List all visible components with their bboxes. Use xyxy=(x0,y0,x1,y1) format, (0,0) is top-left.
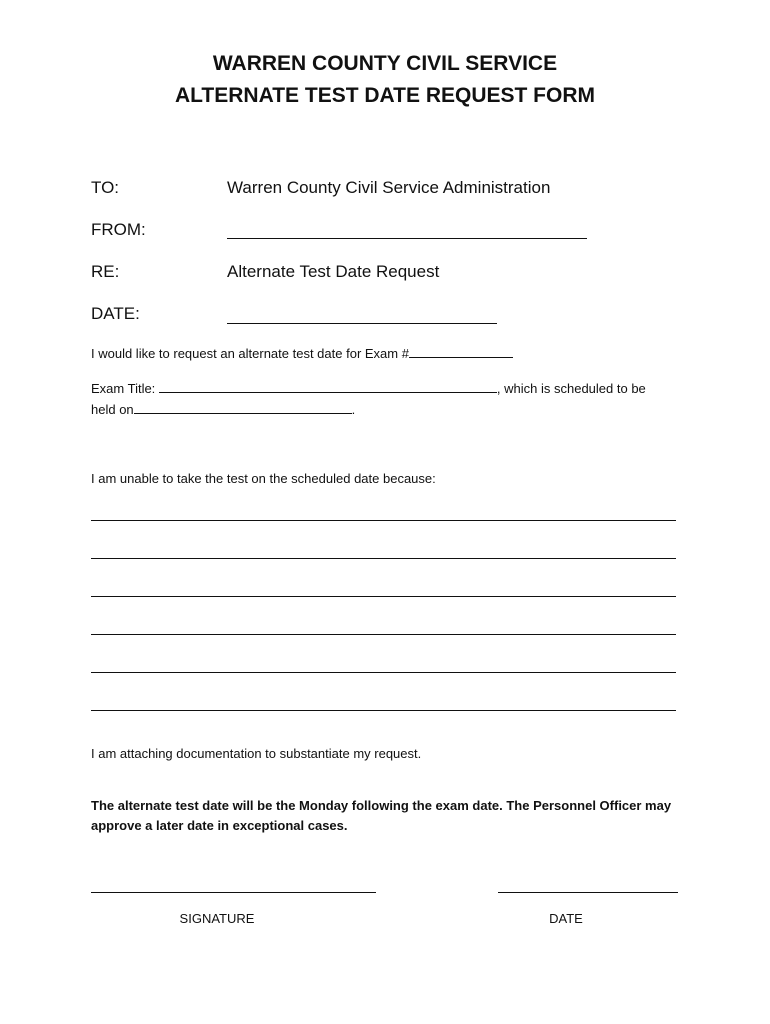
exam-number-line xyxy=(91,345,513,361)
scheduled-text: , which is scheduled to be xyxy=(496,381,646,396)
signature-caption: SIGNATURE xyxy=(179,911,255,926)
reason-prompt: I am unable to take the test on the scheduled date because: xyxy=(91,471,436,486)
from-label: FROM: xyxy=(91,220,146,239)
held-on-field[interactable] xyxy=(134,401,352,414)
reason-line-4[interactable] xyxy=(91,634,676,635)
documentation-text: I am attaching documentation to substantiate my request. xyxy=(91,746,422,761)
re-label: RE: xyxy=(91,262,120,281)
held-on-end: . xyxy=(351,402,356,417)
held-on-label: held on xyxy=(91,402,134,417)
date-label: DATE: xyxy=(91,304,140,323)
from-field[interactable] xyxy=(227,238,587,239)
exam-number-field[interactable] xyxy=(409,345,513,358)
notice-text: The alternate test date will be the Monday following the exam date. The Personnel Officer may approve a later date in exceptional cases. xyxy=(91,798,672,833)
reason-line-3[interactable] xyxy=(91,596,676,597)
re-value: Alternate Test Date Request xyxy=(227,262,440,281)
exam-title-label: Exam Title: xyxy=(91,381,156,396)
exam-number-text: I would like to request an alternate test date for Exam # xyxy=(91,346,409,361)
reason-line-1[interactable] xyxy=(91,520,676,521)
signature-date-field[interactable] xyxy=(498,892,678,893)
form-title-line1: WARREN COUNTY CIVIL SERVICE xyxy=(212,52,558,75)
reason-line-2[interactable] xyxy=(91,558,676,559)
date-caption: DATE xyxy=(549,911,583,926)
to-label: TO: xyxy=(91,178,120,197)
reason-line-6[interactable] xyxy=(91,710,676,711)
form-title-line2: ALTERNATE TEST DATE REQUEST FORM xyxy=(175,84,595,107)
reason-line-5[interactable] xyxy=(91,672,676,673)
date-field[interactable] xyxy=(227,323,497,324)
to-value: Warren County Civil Service Administration xyxy=(227,178,551,197)
signature-field[interactable] xyxy=(91,892,376,893)
held-on-line xyxy=(91,401,355,417)
exam-title-line xyxy=(91,380,646,396)
exam-title-field[interactable] xyxy=(159,380,497,393)
